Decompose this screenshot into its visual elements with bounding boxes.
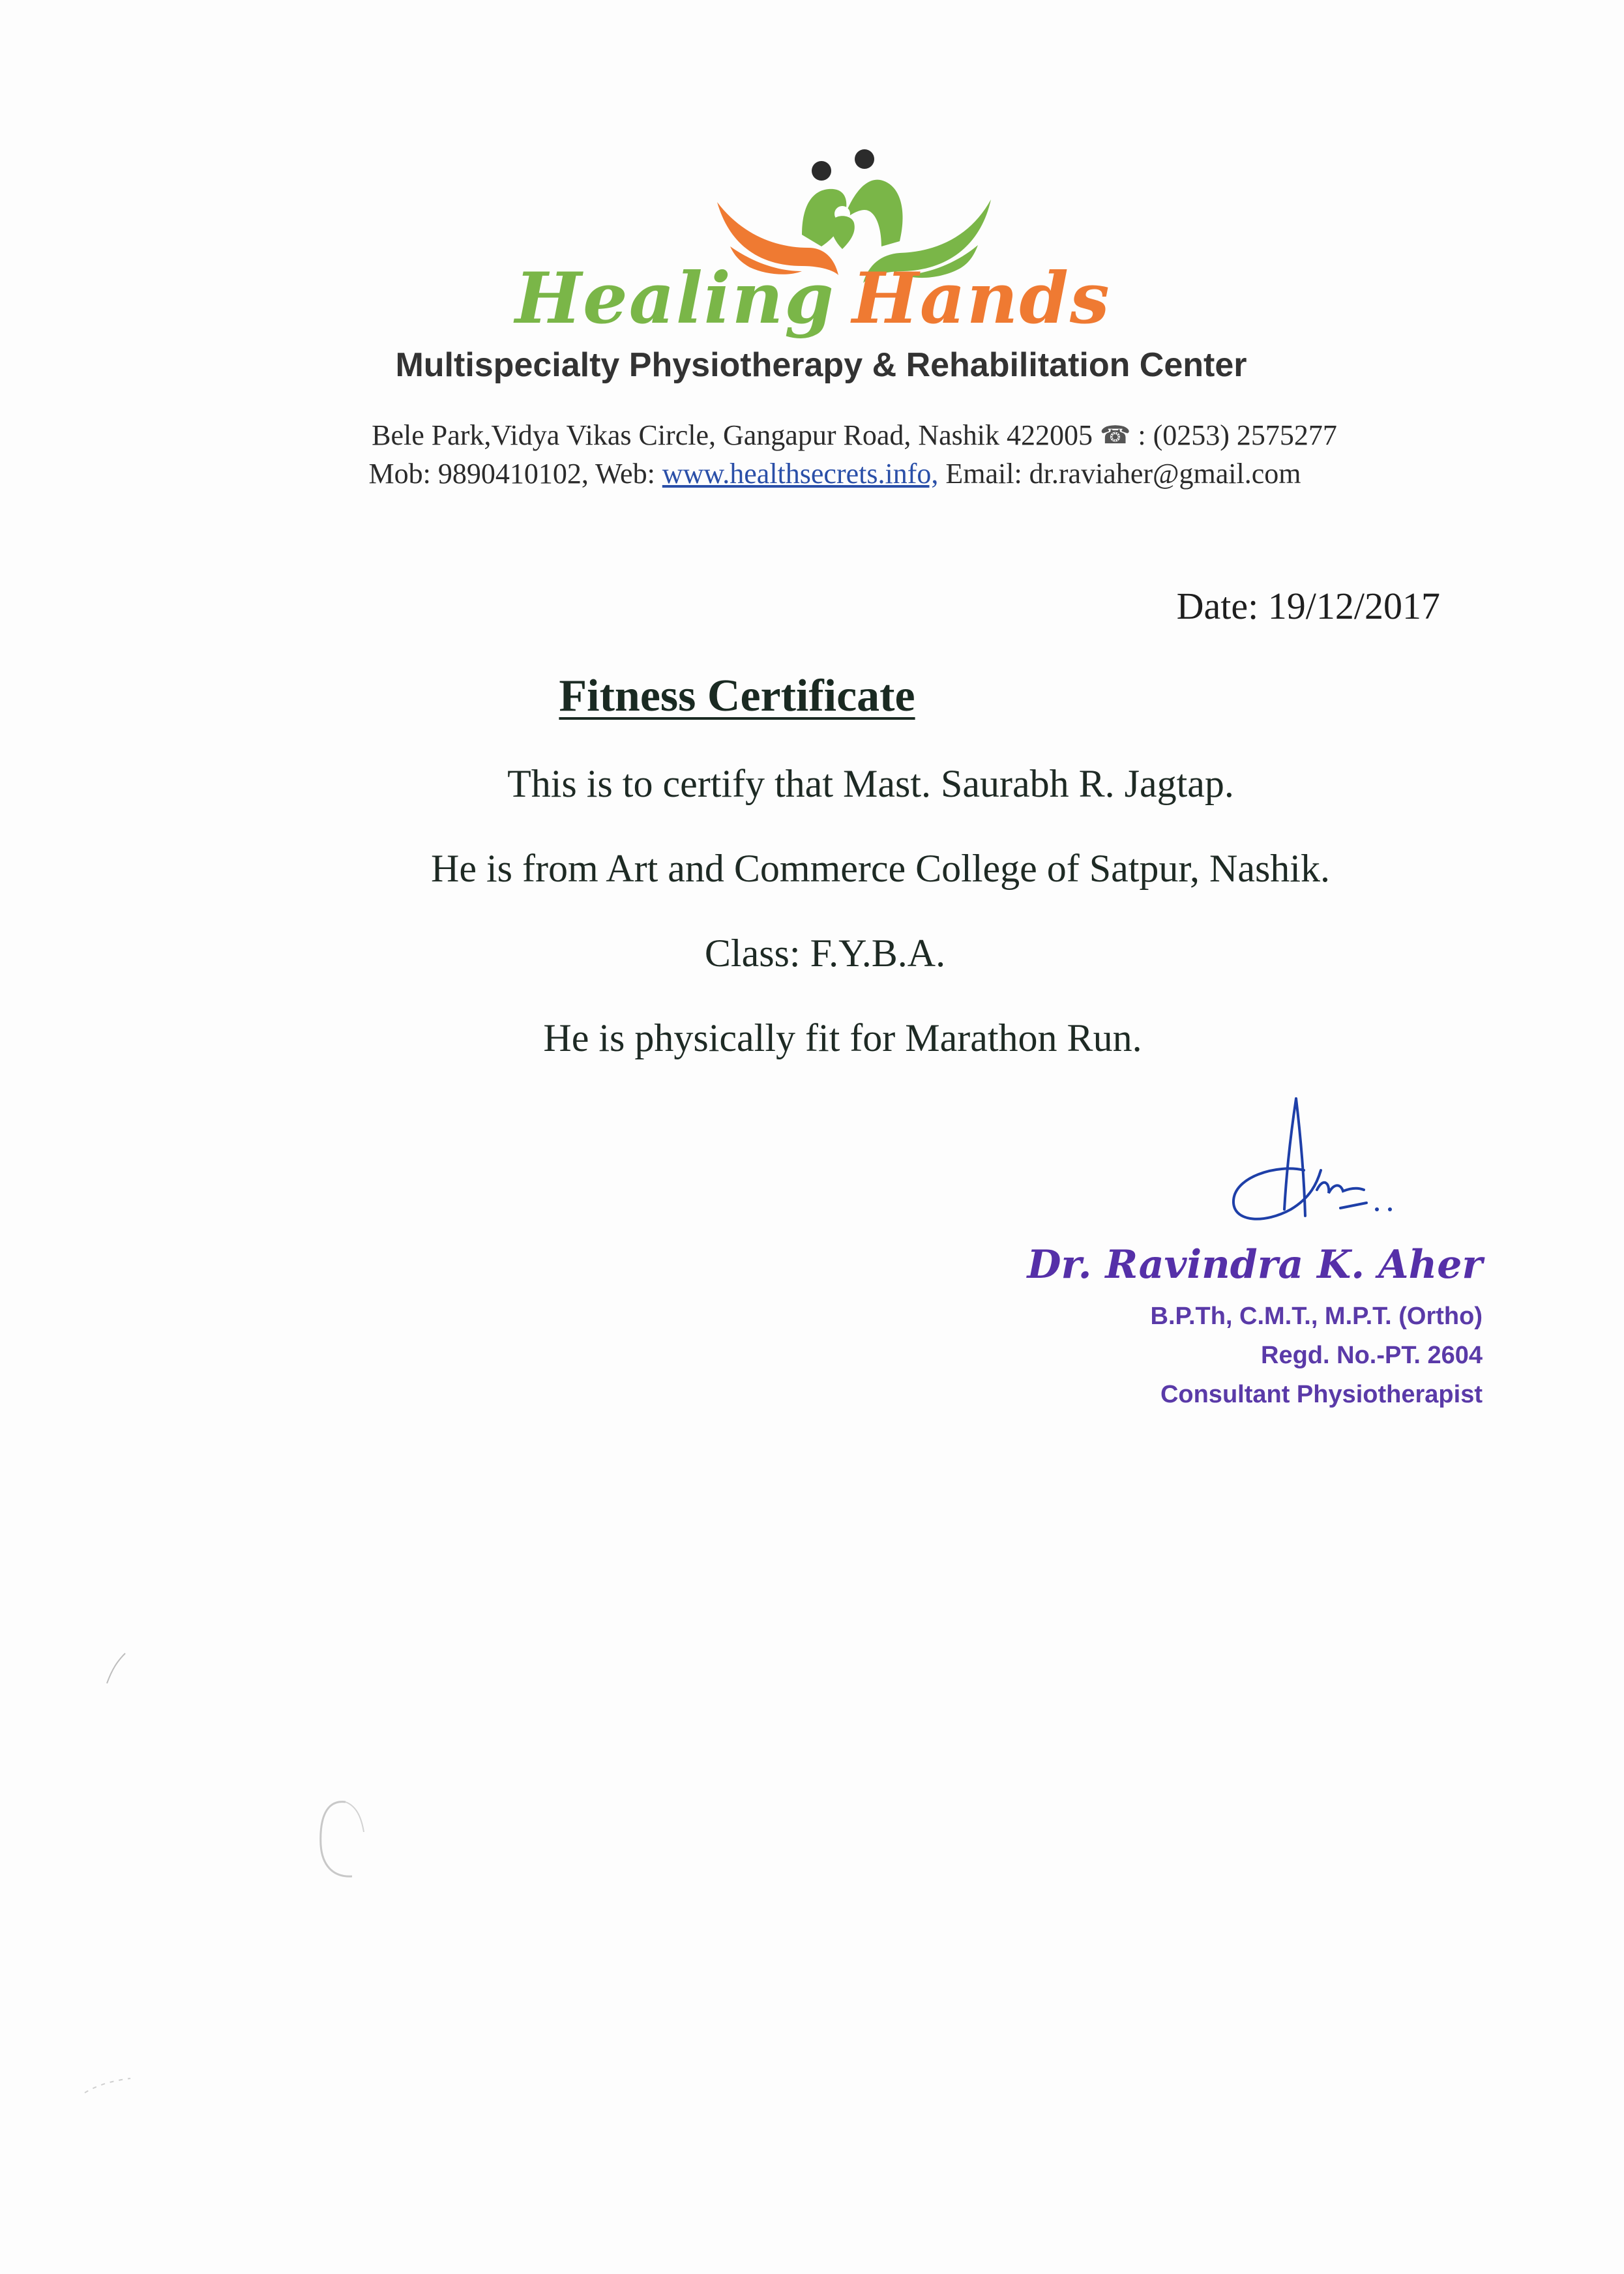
center-subtitle: Multispecialty Physiotherapy & Rehabilitation Center bbox=[395, 346, 1247, 384]
body-line-3: Class: F.Y.B.A. bbox=[704, 932, 946, 975]
address-line bbox=[0, 419, 1624, 452]
certificate-title bbox=[0, 670, 1624, 722]
signature-icon bbox=[1219, 1085, 1415, 1262]
doctor-name: Dr. Ravindra K. Aher bbox=[1027, 1242, 1483, 1288]
brand-word-healing: Healing bbox=[515, 258, 835, 340]
contact-line bbox=[0, 457, 1624, 490]
certificate-date: Date: 19/12/2017 bbox=[1176, 585, 1440, 627]
body-line-2: He is from Art and Commerce College of Satpur, Nashik. bbox=[431, 847, 1330, 890]
address-text: Bele Park,Vidya Vikas Circle, Gangapur Road, Nashik 422005 bbox=[372, 419, 1093, 451]
certificate-title-text: Fitness Certificate bbox=[559, 671, 915, 721]
phone-number: : (0253) 2575277 bbox=[1138, 419, 1337, 451]
doctor-designation: Consultant Physiotherapist bbox=[1160, 1381, 1483, 1408]
mobile-text: Mob: 9890410102, Web: bbox=[368, 458, 655, 490]
doctor-qualifications: B.P.Th, C.M.T., M.P.T. (Ortho) bbox=[1150, 1303, 1483, 1330]
scan-mark-icon bbox=[98, 1649, 137, 1689]
brand-word-hands: Hands bbox=[851, 258, 1111, 340]
email-text: Email: dr.raviaher@gmail.com bbox=[945, 458, 1301, 490]
doctor-registration: Regd. No.-PT. 2604 bbox=[1261, 1342, 1483, 1369]
doctor-stamp bbox=[1027, 1242, 1483, 1414]
scan-mark-icon bbox=[306, 1793, 378, 1891]
telephone-icon: ☎ bbox=[1100, 421, 1131, 449]
body-line-4: He is physically fit for Marathon Run. bbox=[543, 1016, 1142, 1059]
body-line-1: This is to certify that Mast. Saurabh R. Jagtap. bbox=[507, 762, 1234, 805]
brand-name bbox=[515, 258, 1141, 349]
scan-mark-icon bbox=[72, 2067, 143, 2106]
website-link[interactable]: www.healthsecrets.info, bbox=[662, 458, 939, 490]
